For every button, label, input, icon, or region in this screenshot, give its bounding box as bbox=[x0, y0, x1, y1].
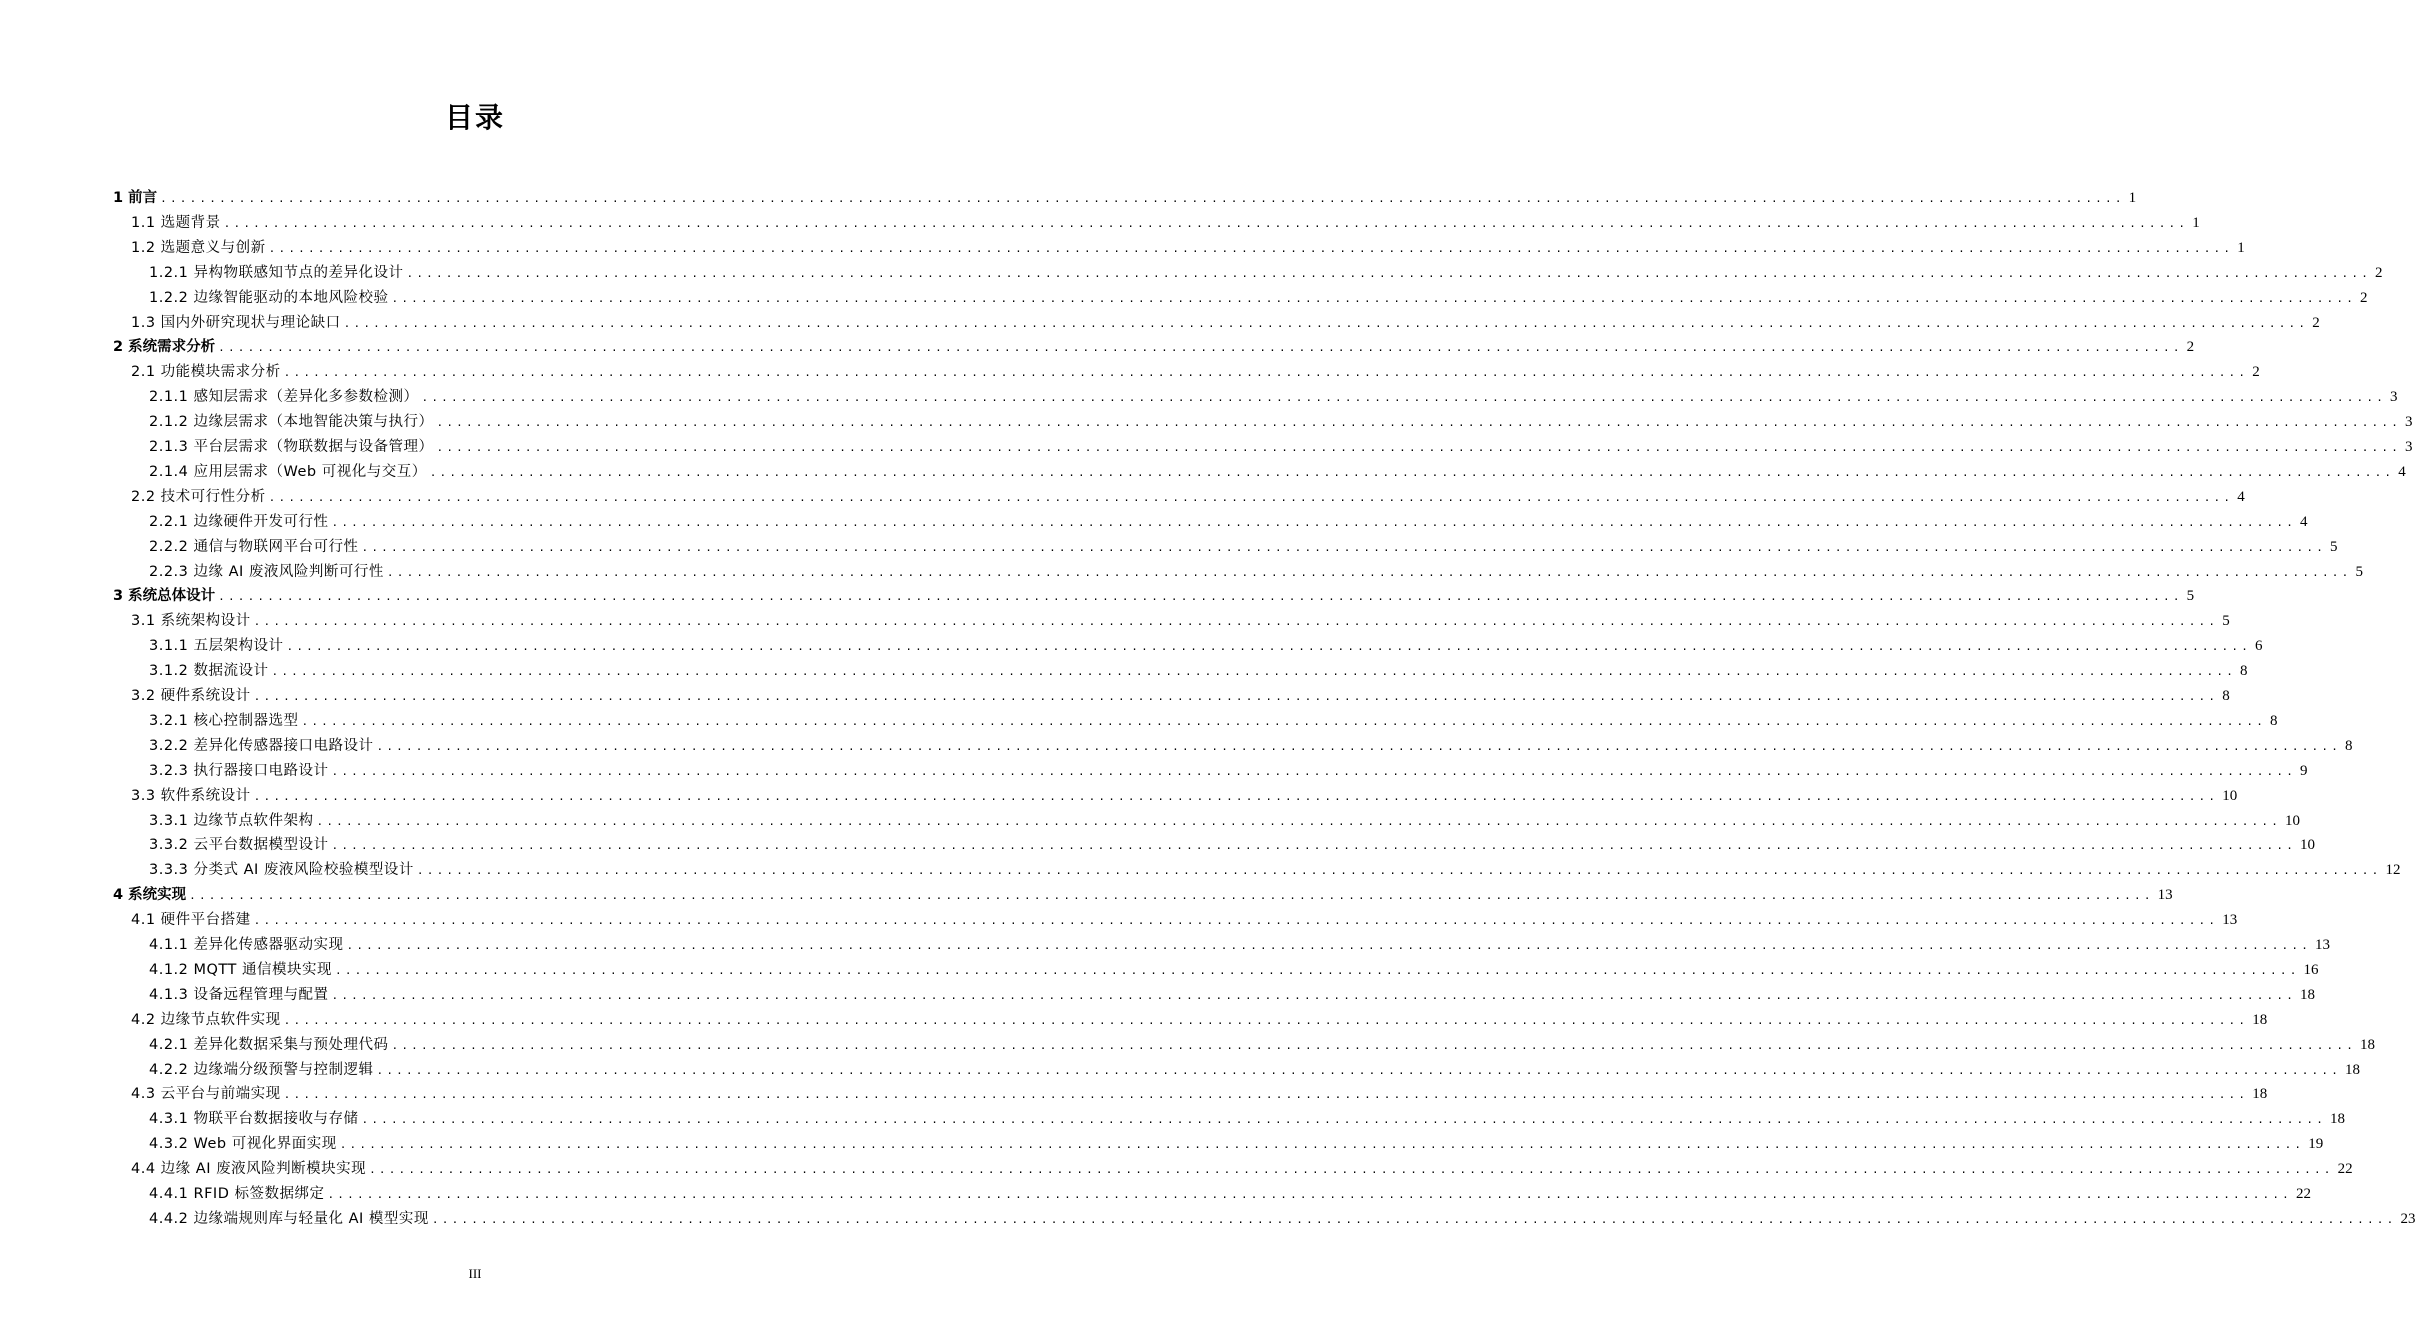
toc-leader-dots: ........................................................................................................................................................................................................ bbox=[386, 565, 2352, 579]
toc-entry[interactable] bbox=[149, 562, 2363, 582]
toc-leader-dots: ........................................................................................................................................................................................................ bbox=[316, 814, 2282, 828]
toc-entry-label: 3 系统总体设计 bbox=[113, 588, 216, 605]
toc-entry[interactable] bbox=[131, 1159, 2353, 1179]
toc-entry[interactable] bbox=[131, 238, 2245, 258]
toc-leader-dots: ........................................................................................................................................................................................................ bbox=[218, 590, 2183, 604]
toc-leader-dots: ........................................................................................................................................................................................................ bbox=[331, 839, 2297, 853]
toc-leader-dots: ........................................................................................................................................................................................................ bbox=[218, 341, 2183, 355]
toc-entry[interactable] bbox=[149, 462, 2406, 482]
toc-entry-page-number: 1 bbox=[2128, 190, 2137, 206]
toc-entry[interactable] bbox=[149, 512, 2308, 532]
toc-entry-label: 1.2.1 异构物联感知节点的差异化设计 bbox=[149, 264, 404, 281]
page-number-footer: III bbox=[468, 1266, 482, 1281]
toc-leader-dots: ........................................................................................................................................................................................................ bbox=[346, 939, 2312, 952]
toc-entry-page-number: 2 bbox=[2252, 364, 2260, 381]
toc-leader-dots: ........................................................................................................................................................................................................ bbox=[431, 1212, 2397, 1226]
toc-entry[interactable] bbox=[149, 661, 2248, 681]
toc-entry[interactable] bbox=[149, 288, 2368, 308]
toc-entry[interactable] bbox=[149, 835, 2316, 855]
toc-entry-label: 3.1.2 数据流设计 bbox=[149, 663, 269, 680]
toc-entry-page-number: 3 bbox=[2405, 414, 2413, 431]
toc-entry-page-number: 12 bbox=[2385, 862, 2401, 879]
toc-entry-page-number: 10 bbox=[2285, 812, 2301, 829]
toc-entry-page-number: 10 bbox=[2222, 787, 2238, 804]
toc-entry[interactable] bbox=[113, 885, 2173, 905]
toc-entry[interactable] bbox=[131, 487, 2245, 507]
toc-leader-dots: ........................................................................................................................................................................................................ bbox=[331, 764, 2297, 778]
toc-entry-page-number: 2 bbox=[2360, 289, 2368, 306]
toc-entry-page-number: 2 bbox=[2186, 339, 2195, 356]
toc-entry[interactable] bbox=[131, 1084, 2268, 1104]
toc-entry-label: 4.1.3 设备远程管理与配置 bbox=[149, 986, 329, 1003]
toc-entry-page-number: 6 bbox=[2255, 638, 2263, 655]
toc-entry[interactable] bbox=[149, 860, 2401, 880]
toc-entry-label: 1 前言 bbox=[113, 190, 158, 206]
toc-entry-page-number: 5 bbox=[2186, 588, 2195, 605]
toc-leader-dots: ........................................................................................................................................................................................................ bbox=[268, 241, 2234, 255]
toc-leader-dots: ........................................................................................................................................................................................................ bbox=[327, 1188, 2292, 1201]
toc-entry-label: 2 系统需求分析 bbox=[113, 339, 216, 356]
toc-entry[interactable] bbox=[113, 337, 2195, 357]
toc-leader-dots: ........................................................................................................................................................................................................ bbox=[416, 864, 2382, 878]
toc-entry[interactable] bbox=[149, 636, 2263, 656]
toc-entry[interactable] bbox=[149, 1209, 2415, 1229]
toc-entry-page-number: 19 bbox=[2308, 1136, 2324, 1153]
toc-entry-label: 4.4 边缘 AI 废液风险判断模块实现 bbox=[131, 1161, 367, 1178]
toc-entry[interactable] bbox=[131, 362, 2260, 382]
toc-entry[interactable] bbox=[149, 537, 2338, 557]
toc-entry[interactable] bbox=[149, 263, 2383, 283]
toc-leader-dots: ........................................................................................................................................................................................................ bbox=[271, 665, 2237, 679]
toc-entry-label: 3.3.1 边缘节点软件架构 bbox=[149, 812, 314, 829]
toc-entry[interactable] bbox=[149, 1060, 2361, 1080]
toc-entry[interactable] bbox=[149, 1134, 2324, 1154]
toc-entry-page-number: 1 bbox=[2237, 239, 2245, 256]
toc-leader-dots: ........................................................................................................................................................................................................ bbox=[331, 515, 2297, 529]
toc-entry-label: 4 系统实现 bbox=[113, 887, 187, 904]
toc-entry[interactable] bbox=[149, 761, 2308, 781]
toc-entry-page-number: 16 bbox=[2303, 961, 2319, 978]
toc-leader-dots: ........................................................................................................................................................................................................ bbox=[436, 416, 2402, 430]
toc-leader-dots: ........................................................................................................................................................................................................ bbox=[268, 490, 2234, 504]
toc-entry-label: 1.2.2 边缘智能驱动的本地风险校验 bbox=[149, 289, 389, 306]
toc-entry[interactable] bbox=[149, 1184, 2311, 1204]
toc-entry[interactable] bbox=[131, 213, 2200, 233]
toc-entry-label: 2.2.1 边缘硬件开发可行性 bbox=[149, 513, 329, 530]
toc-entry[interactable] bbox=[131, 786, 2238, 806]
toc-entry[interactable] bbox=[149, 1109, 2346, 1129]
toc-entry-label: 3.3 软件系统设计 bbox=[131, 787, 251, 804]
toc-entry-page-number: 9 bbox=[2300, 762, 2308, 779]
toc-leader-dots: ........................................................................................................................................................................................................ bbox=[391, 1038, 2357, 1052]
toc-entry[interactable] bbox=[149, 711, 2278, 731]
toc-entry-page-number: 18 bbox=[2330, 1111, 2346, 1128]
toc-leader-dots: ........................................................................................................................................................................................................ bbox=[301, 714, 2267, 728]
toc-leader-dots: ........................................................................................................................................................................................................ bbox=[436, 441, 2402, 454]
toc-entry[interactable] bbox=[149, 811, 2301, 831]
toc-entry-page-number: 23 bbox=[2400, 1210, 2415, 1227]
toc-leader-dots: ........................................................................................................................................................................................................ bbox=[253, 789, 2219, 803]
toc-entry-page-number: 18 bbox=[2345, 1061, 2361, 1078]
toc-entry-label: 4.1 硬件平台搭建 bbox=[131, 912, 251, 929]
toc-entry[interactable] bbox=[149, 412, 2413, 432]
toc-leader-dots: ........................................................................................................................................................................................................ bbox=[361, 540, 2327, 554]
toc-entry[interactable] bbox=[131, 686, 2230, 706]
toc-leader-dots: ........................................................................................................................................................................................................ bbox=[160, 192, 2125, 205]
toc-leader-dots: ........................................................................................................................................................................................................ bbox=[406, 266, 2372, 280]
toc-entry-page-number: 4 bbox=[2300, 513, 2308, 530]
toc-entry-page-number: 13 bbox=[2157, 887, 2173, 904]
toc-entry[interactable] bbox=[131, 313, 2320, 333]
toc-leader-dots: ........................................................................................................................................................................................................ bbox=[253, 914, 2219, 928]
toc-entry-page-number: 22 bbox=[2337, 1161, 2353, 1178]
toc-entry-page-number: 8 bbox=[2345, 737, 2353, 754]
toc-leader-dots: ........................................................................................................................................................................................................ bbox=[339, 1138, 2305, 1152]
toc-entry-label: 3.1 系统架构设计 bbox=[131, 613, 251, 630]
toc-leader-dots: ........................................................................................................................................................................................................ bbox=[283, 1013, 2249, 1027]
toc-entry-label: 2.2.3 边缘 AI 废液风险判断可行性 bbox=[149, 563, 384, 580]
toc-entry-label: 2.1 功能模块需求分析 bbox=[131, 364, 281, 381]
toc-entry[interactable] bbox=[149, 960, 2319, 980]
toc-leader-dots: ........................................................................................................................................................................................................ bbox=[369, 1163, 2334, 1177]
toc-entry-page-number: 5 bbox=[2330, 538, 2338, 555]
toc-entry-label: 4.4.1 RFID 标签数据绑定 bbox=[149, 1186, 325, 1202]
toc-entry-label: 2.1.4 应用层需求（Web 可视化与交互） bbox=[149, 463, 427, 480]
toc-entry-page-number: 8 bbox=[2240, 663, 2248, 680]
toc-entry-page-number: 3 bbox=[2405, 439, 2413, 455]
toc-entry-label: 4.1.2 MQTT 通信模块实现 bbox=[149, 961, 332, 978]
toc-entry[interactable] bbox=[131, 1010, 2268, 1030]
toc-entry-label: 2.1.2 边缘层需求（本地智能决策与执行） bbox=[149, 414, 434, 431]
toc-entry-page-number: 22 bbox=[2296, 1186, 2311, 1202]
toc-entry-page-number: 18 bbox=[2300, 986, 2316, 1003]
toc-entry-label: 3.2 硬件系统设计 bbox=[131, 688, 251, 704]
toc-entry-label: 2.2.2 通信与物联网平台可行性 bbox=[149, 538, 359, 555]
toc-leader-dots: ........................................................................................................................................................................................................ bbox=[286, 640, 2252, 654]
toc-leader-dots: ........................................................................................................................................................................................................ bbox=[253, 690, 2219, 703]
page-title: 目录 bbox=[444, 101, 505, 134]
toc-entry-page-number: 4 bbox=[2237, 488, 2245, 505]
toc-entry[interactable] bbox=[149, 1035, 2376, 1055]
toc-leader-dots: ........................................................................................................................................................................................................ bbox=[189, 889, 2154, 903]
toc-entry-label: 3.2.2 差异化传感器接口电路设计 bbox=[149, 737, 374, 754]
toc-entry-label: 2.1.1 感知层需求（差异化多参数检测） bbox=[149, 389, 419, 406]
toc-entry-label: 3.2.1 核心控制器选型 bbox=[149, 712, 299, 729]
toc-entry-page-number: 2 bbox=[2375, 264, 2383, 281]
toc-entry-label: 4.3.2 Web 可视化界面实现 bbox=[149, 1136, 337, 1153]
toc-entry-label: 3.1.1 五层架构设计 bbox=[149, 638, 284, 655]
toc-entry[interactable] bbox=[149, 437, 2413, 457]
toc-entry-label: 4.2.2 边缘端分级预警与控制逻辑 bbox=[149, 1061, 374, 1078]
toc-entry[interactable] bbox=[149, 985, 2316, 1005]
toc-entry-page-number: 13 bbox=[2315, 937, 2331, 953]
toc-entry[interactable] bbox=[149, 387, 2398, 407]
toc-leader-dots: ........................................................................................................................................................................................................ bbox=[253, 615, 2219, 629]
toc-leader-dots: ........................................................................................................................................................................................................ bbox=[361, 1113, 2327, 1127]
toc-entry-page-number: 8 bbox=[2222, 688, 2230, 704]
toc-leader-dots: ........................................................................................................................................................................................................ bbox=[335, 963, 2300, 977]
toc-leader-dots: ........................................................................................................................................................................................................ bbox=[343, 316, 2309, 330]
toc-entry-label: 1.3 国内外研究现状与理论缺口 bbox=[131, 314, 341, 331]
toc-leader-dots: ........................................................................................................................................................................................................ bbox=[391, 291, 2357, 305]
toc-entry-label: 4.4.2 边缘端规则库与轻量化 AI 模型实现 bbox=[149, 1210, 429, 1227]
toc-entry-label: 1.1 选题背景 bbox=[131, 214, 221, 231]
toc-entry-label: 3.3.3 分类式 AI 废液风险校验模型设计 bbox=[149, 862, 414, 879]
toc-entry[interactable] bbox=[149, 935, 2331, 955]
toc-leader-dots: ........................................................................................................................................................................................................ bbox=[421, 391, 2387, 405]
toc-entry-page-number: 3 bbox=[2390, 389, 2398, 406]
toc-entry-page-number: 5 bbox=[2222, 613, 2230, 630]
toc-entry[interactable] bbox=[131, 910, 2238, 930]
toc-entry-label: 4.3 云平台与前端实现 bbox=[131, 1086, 281, 1103]
toc-entry[interactable] bbox=[131, 611, 2230, 631]
toc-entry-label: 2.1.3 平台层需求（物联数据与设备管理） bbox=[149, 439, 434, 455]
toc-entry-label: 4.2 边缘节点软件实现 bbox=[131, 1011, 281, 1028]
toc-leader-dots: ........................................................................................................................................................................................................ bbox=[376, 739, 2342, 753]
toc-entry-page-number: 1 bbox=[2192, 214, 2200, 231]
toc-leader-dots: ........................................................................................................................................................................................................ bbox=[283, 1088, 2249, 1102]
toc-entry-page-number: 5 bbox=[2355, 563, 2363, 580]
toc-entry-page-number: 8 bbox=[2270, 712, 2278, 729]
toc-leader-dots: ........................................................................................................................................................................................................ bbox=[283, 366, 2249, 380]
toc-leader-dots: ........................................................................................................................................................................................................ bbox=[223, 216, 2189, 230]
toc-leader-dots: ........................................................................................................................................................................................................ bbox=[429, 465, 2395, 479]
toc-entry-label: 2.2 技术可行性分析 bbox=[131, 488, 266, 505]
toc-entry-page-number: 4 bbox=[2398, 463, 2406, 480]
toc-entry-page-number: 18 bbox=[2252, 1086, 2268, 1103]
toc-entry-label: 4.1.1 差异化传感器驱动实现 bbox=[149, 937, 344, 953]
toc-entry-label: 4.2.1 差异化数据采集与预处理代码 bbox=[149, 1036, 389, 1053]
toc-entry-page-number: 2 bbox=[2312, 314, 2320, 331]
toc-entry[interactable] bbox=[113, 188, 2137, 208]
toc-entry[interactable] bbox=[149, 736, 2353, 756]
toc-entry-label: 1.2 选题意义与创新 bbox=[131, 239, 266, 256]
toc-entry[interactable] bbox=[113, 586, 2195, 606]
toc-leader-dots: ........................................................................................................................................................................................................ bbox=[376, 1063, 2342, 1077]
toc-entry-page-number: 18 bbox=[2252, 1011, 2268, 1028]
toc-entry-page-number: 13 bbox=[2222, 912, 2238, 929]
toc-entry-page-number: 10 bbox=[2300, 837, 2316, 854]
toc-leader-dots: ........................................................................................................................................................................................................ bbox=[331, 988, 2297, 1002]
toc-entry-label: 3.2.3 执行器接口电路设计 bbox=[149, 762, 329, 779]
toc-entry-label: 3.3.2 云平台数据模型设计 bbox=[149, 837, 329, 854]
toc-entry-page-number: 18 bbox=[2360, 1036, 2376, 1053]
toc-entry-label: 4.3.1 物联平台数据接收与存储 bbox=[149, 1111, 359, 1128]
